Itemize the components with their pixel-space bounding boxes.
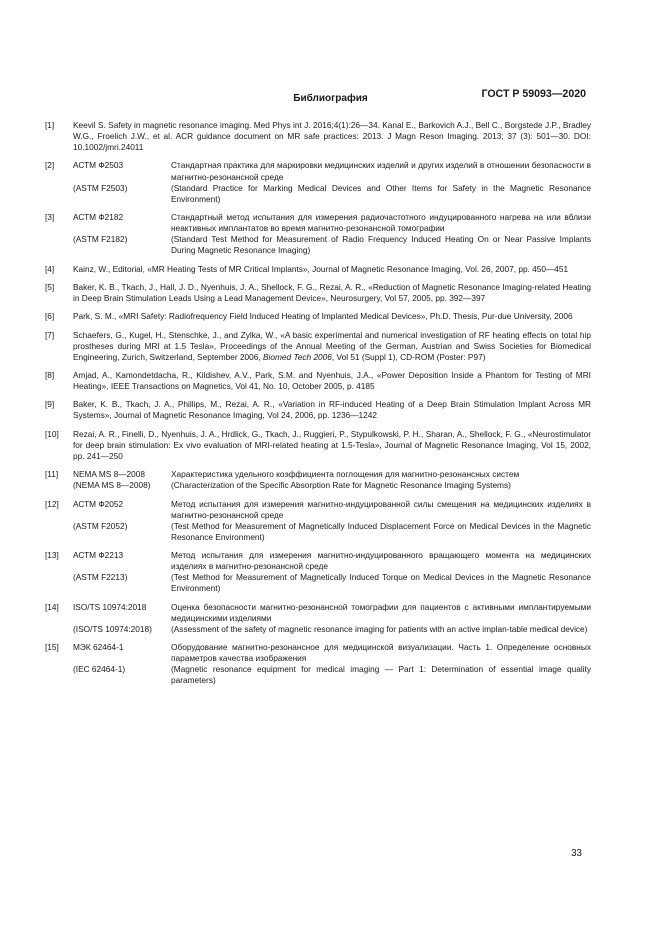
entry-pair: [73, 572, 591, 594]
entry-code: (IEC 62464-1): [73, 664, 126, 675]
entry-code: (ASTM F2052): [73, 520, 128, 531]
entry-number: [6]: [45, 311, 55, 322]
entry-text: Rezai, A. R., Finelli, D., Nyenhuis, J. A., Hrdlick, G., Tkach, J., Ruggieri, P., Stypulkowski, P. H., Sharan, A., Shellock, F. G., «Neurostimulator for deep brain stimulation: Ex vivo evaluation of MRI-related heating at 1.5-Tesla», Journal of Magnetic Resonance Imaging, Vol 15, 2002, pp. 241—250: [73, 428, 591, 461]
entry-pair: [73, 499, 591, 521]
entry-desc: Стандартный метод испытания для измерения радиочастотного индуцированного нагрева на или вблизи неактивных имплантатов во время магнитно-резонансной томографии: [171, 212, 591, 234]
entry-number: [9]: [45, 399, 55, 410]
entry-desc: (Standard Practice for Marking Medical Devices and Other Items for Safety in the Magnetic Resonance Environment): [171, 182, 591, 204]
entry-pair: [73, 664, 591, 686]
bib-entry: [45, 469, 591, 491]
entry-code: (ASTM F2213): [73, 572, 128, 583]
entry-pair: [73, 602, 591, 624]
entry-code: АСТМ Ф2503: [73, 160, 124, 171]
entry-code: МЭК 62464-1: [73, 642, 124, 653]
entry-desc: Метод испытания для измерения магнитно-индуцированного вращающего момента на медицинских изделиях в магнитно-резонансной среде: [171, 550, 591, 572]
entry-number: [12]: [45, 498, 59, 509]
entry-code: ISO/TS 10974:2018: [73, 601, 147, 612]
entry-desc: (Assessment of the safety of magnetic resonance imaging for patients with an active implan-table medical device): [171, 623, 588, 634]
bib-entry: [45, 550, 591, 594]
entry-text: Baker, K. B., Tkach, J. A., Phillips, M., Rezai, A. R., «Variation in RF-induced Heating of a Deep Brain Stimulation Implant Across MR Systems», Journal of Magnetic Resonance Imaging, Vol 24, 2006, pp. 1236—1242: [73, 399, 591, 421]
entry-desc: Метод испытания для измерения магнитно-индуцированной силы смещения на медицинских изделиях в магнитно-резонансной среде: [171, 498, 591, 520]
entry-pair: [73, 521, 591, 543]
entry-pair: [73, 642, 591, 664]
entry-number: [1]: [45, 120, 55, 130]
entry-desc: (Test Method for Measurement of Magnetically Induced Torque on Medical Devices in the Magnetic Resonance Environment): [171, 572, 591, 594]
bibliography-title: Библиография: [293, 93, 368, 104]
entry-number: [3]: [45, 212, 55, 223]
entry-pair: [73, 469, 591, 480]
entry-desc: (Magnetic resonance equipment for medical imaging — Part 1: Determination of essential image quality parameters): [171, 664, 591, 686]
entry-italic-part: Biomed Tech 2006: [263, 351, 332, 362]
entry-number: [14]: [45, 601, 59, 612]
entry-code: (ISO/TS 10974:2018): [73, 623, 152, 634]
entry-code: (ASTM F2503): [73, 182, 128, 193]
bib-entry: [45, 370, 591, 392]
entry-number: [11]: [45, 469, 59, 480]
entry-code: NEMA MS 8—2008: [73, 469, 145, 480]
bib-entry: [45, 602, 591, 635]
entry-number: [2]: [45, 160, 55, 171]
bib-entry: [45, 264, 591, 275]
entry-pair: [73, 480, 591, 491]
entry-desc: Характеристика удельного коэффициента поглощения для магнитно-резонансных систем: [171, 469, 520, 480]
bib-entry: [45, 399, 591, 421]
entry-text: Keevil S. Safety in magnetic resonance imaging. Med Phys int J. 2016;4(1):26—34. Kanal E., Barkovich A.J., Bell C., Borgstede J.P., Bradley W.G., Froelich J.W., et al. ACR guidance document on MR safe practices: 2013. J Magn Reson Imaging. 2013; 37 (3): 501—30. DOI: 10.1002/jmri.24011: [73, 120, 591, 153]
entry-number: [8]: [45, 370, 55, 380]
bibliography-list: [45, 120, 591, 694]
entry-code: (ASTM F2182): [73, 234, 128, 245]
bib-entry: [45, 429, 591, 462]
entry-number: [15]: [45, 642, 59, 653]
bib-entry: [45, 160, 591, 204]
entry-pair: [73, 550, 591, 572]
entry-pair: [73, 212, 591, 234]
entry-number: [7]: [45, 329, 55, 340]
page-number: 33: [571, 848, 582, 859]
entry-text: Park, S. M., «MRI Safety: Radiofrequency Field Induced Heating of Implanted Medical Devices», Ph.D. Thesis, Pur-due University, 2006: [73, 311, 573, 322]
bib-entry: [45, 330, 591, 363]
entry-text: [73, 330, 591, 363]
entry-number: [10]: [45, 428, 59, 439]
entry-pair: [73, 624, 591, 635]
entry-text: Kainz, W., Editorial, «MR Heating Tests of MR Critical Implants», Journal of Magnetic Resonance Imaging, Vol. 26, 2007, pp. 450—451: [73, 263, 569, 274]
entry-pair: [73, 160, 591, 182]
entry-desc: Оценка безопасности магнитно-резонансной томографии для пациентов с активными имплантируемыми медицинскими изделиями: [171, 601, 591, 623]
entry-pair: [73, 183, 591, 205]
entry-desc: (Test Method for Measurement of Magnetically Induced Displacement Force on Medical Devices in the Magnetic Resonance Environment): [171, 520, 591, 542]
bib-entry: [45, 120, 591, 153]
entry-pair: [73, 234, 591, 256]
bib-entry: [45, 282, 591, 304]
entry-text: Baker, K. B., Tkach, J., Hall, J. D., Nyenhuis, J. A., Shellock, F. G., Rezai, A. R., «Reduction of Magnetic Resonance Imaging-related Heating in Deep Brain Stimulation Leads Using a Lead Management Device», Neurosurgery, Vol 57, 2005, pp. 392—397: [73, 281, 591, 303]
entry-desc: Стандартная практика для маркировки медицинских изделий и других изделий в отношении безопасности в магнитно-резонансной среде: [171, 160, 591, 182]
entry-number: [5]: [45, 281, 55, 292]
bib-entry: [45, 212, 591, 256]
entry-text-part: Schaefers, G., Kugel, H., Stenschke, J., and Zylka, W., «A basic experimental and numerical investigation of RF heating effects on total hip prostheses during MRI at 1.5 Tesla», Proceedings of the Annual Meeting of the German, Austrian and Swiss Societies for Biomedical Engineering, Zurich, Switzerland, September 2006,: [73, 329, 591, 362]
entry-code: АСТМ Ф2213: [73, 550, 124, 561]
entry-desc: (Standard Test Method for Measurement of Radio Frequency Induced Heating On or Near Passive Implants During Magnetic Resonance Imaging): [171, 234, 591, 256]
entry-number: [4]: [45, 263, 55, 274]
bib-entry: [45, 311, 591, 322]
entry-number: [13]: [45, 550, 59, 561]
entry-desc: (Characterization of the Specific Absorption Rate for Magnetic Resonance Imaging Systems): [171, 480, 511, 491]
entry-text: Amjad, A., Kamondetdacha, R., Kildishev, A.V., Park, S.M. and Nyenhuis, J.A., «Power Deposition Inside a Phantom for Testing of MRI Heating», IEEE Transactions on Magnetics, Vol 41, No. 10, October 2005, p. 4185: [73, 370, 591, 392]
bib-entry: [45, 642, 591, 686]
entry-desc: Оборудование магнитно-резонансное для медицинской визуализации. Часть 1. Определение основных параметров качества изображения: [171, 642, 591, 664]
standard-code: ГОСТ Р 59093—2020: [481, 88, 586, 100]
entry-code: (NEMA MS 8—2008): [73, 480, 151, 491]
entry-code: АСТМ Ф2052: [73, 498, 124, 509]
entry-text-part: , Vol 51 (Suppl 1), CD-ROM (Poster: P97): [331, 351, 486, 362]
entry-code: АСТМ Ф2182: [73, 212, 124, 223]
bib-entry: [45, 499, 591, 543]
